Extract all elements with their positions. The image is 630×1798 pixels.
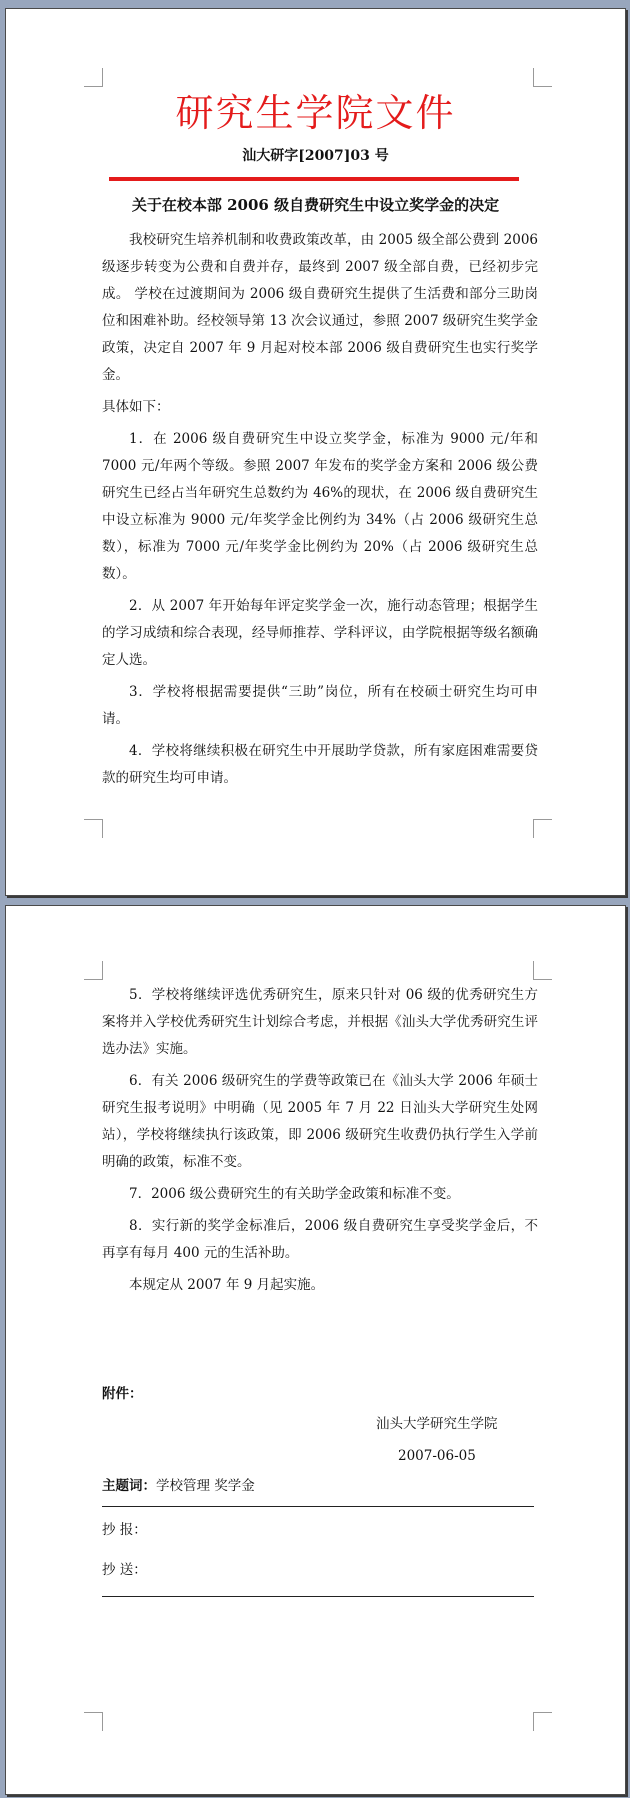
divider-top [102,1506,534,1507]
document-header-title: 研究生学院文件 [175,91,456,135]
item-1: 1．在 2006 级自费研究生中设立奖学金，标准为 9000 元/年和 7000 元/年两个等级。参照 2007 年发布的奖学金方案和 2006 级公费研究生已经占当年研究生总数约为 46%的现状，在 2006 级自费研究生中设立标准为 9000 元/年奖学金比例约为 34%（占 2006 级研究生总数），标准为 7000 元/年奖学金比例约为 20%（占 2006 级研究生总数）。 [102,431,538,582]
document-page-1 [5,8,626,896]
attachment-label: 附件： [102,1386,143,1402]
item-7: 7．2006 级公费研究生的有关助学金政策和标准不变。 [129,1186,460,1202]
document-page-2 [5,905,626,1795]
page1-body [102,227,538,797]
document-subject: 关于在校本部 2006 级自费研究生中设立奖学金的决定 [131,196,500,214]
item-3: 3．学校将根据需要提供“三助”岗位，所有在校硕士研究生均可申请。 [102,684,538,727]
lead-paragraph: 具体如下： [102,399,170,415]
keywords-row [102,1476,538,1496]
intro-paragraph: 我校研究生培养机制和收费政策改革，由 2005 级全部公费到 2006 级逐步转变为公费和自费并存，最终到 2007 级全部自费，已经初步完成。 学校在过渡期间为 2006 级自费研究生提供了生活费和部分三助岗位和困难补助。经校领导第 13 次会议通过，参照 2007 级研究生奖学金政策，决定自 2007 年 9 月起对校本部 2006 级自费研究生也实行奖学金。 [102,232,538,383]
crop-mark-top-left [84,961,103,980]
crop-mark-top-right [533,961,552,980]
page2-body [102,982,538,1304]
crop-mark-bottom-right [533,819,552,838]
item-6: 6．有关 2006 级研究生的学费等政策已在《汕头大学 2006 年硕士研究生报考说明》中明确（见 2005 年 7 月 22 日汕头大学研究生处网站），学校将继续执行该政策，即 2006 级研究生收费仍执行学生入学前明确的政策，标准不变。 [102,1073,538,1170]
cc-send-label: 抄 送： [102,1562,147,1578]
issuer-name: 汕头大学研究生学院 [376,1416,498,1432]
keywords-label: 主题词： [102,1478,156,1494]
crop-mark-top-right [533,68,552,87]
cc-report-label: 抄 报： [102,1522,147,1538]
item-4: 4．学校将继续积极在研究生中开展助学贷款，所有家庭困难需要贷款的研究生均可申请。 [102,743,538,786]
crop-mark-bottom-right [533,1712,552,1731]
item-2: 2．从 2007 年开始每年评定奖学金一次，施行动态管理；根据学生的学习成绩和综合表现，经导师推荐、学科评议，由学院根据等级名额确定人选。 [102,598,538,668]
item-5: 5．学校将继续评选优秀研究生，原来只针对 06 级的优秀研究生方案将并入学校优秀研究生计划综合考虑，并根据《汕头大学优秀研究生评选办法》实施。 [102,987,538,1057]
crop-mark-top-left [84,68,103,87]
keywords-value: 学校管理 奖学金 [156,1478,255,1494]
header-red-rule [109,177,519,181]
crop-mark-bottom-left [84,819,103,838]
issue-date: 2007-06-05 [398,1448,476,1464]
closing-paragraph: 本规定从 2007 年 9 月起实施。 [129,1277,325,1293]
document-number: 汕大研字[2007]03 号 [242,148,389,164]
divider-bottom [102,1596,534,1597]
crop-mark-bottom-left [84,1712,103,1731]
item-8: 8．实行新的奖学金标准后，2006 级自费研究生享受奖学金后，不再享有每月 400 元的生活补助。 [102,1218,538,1261]
